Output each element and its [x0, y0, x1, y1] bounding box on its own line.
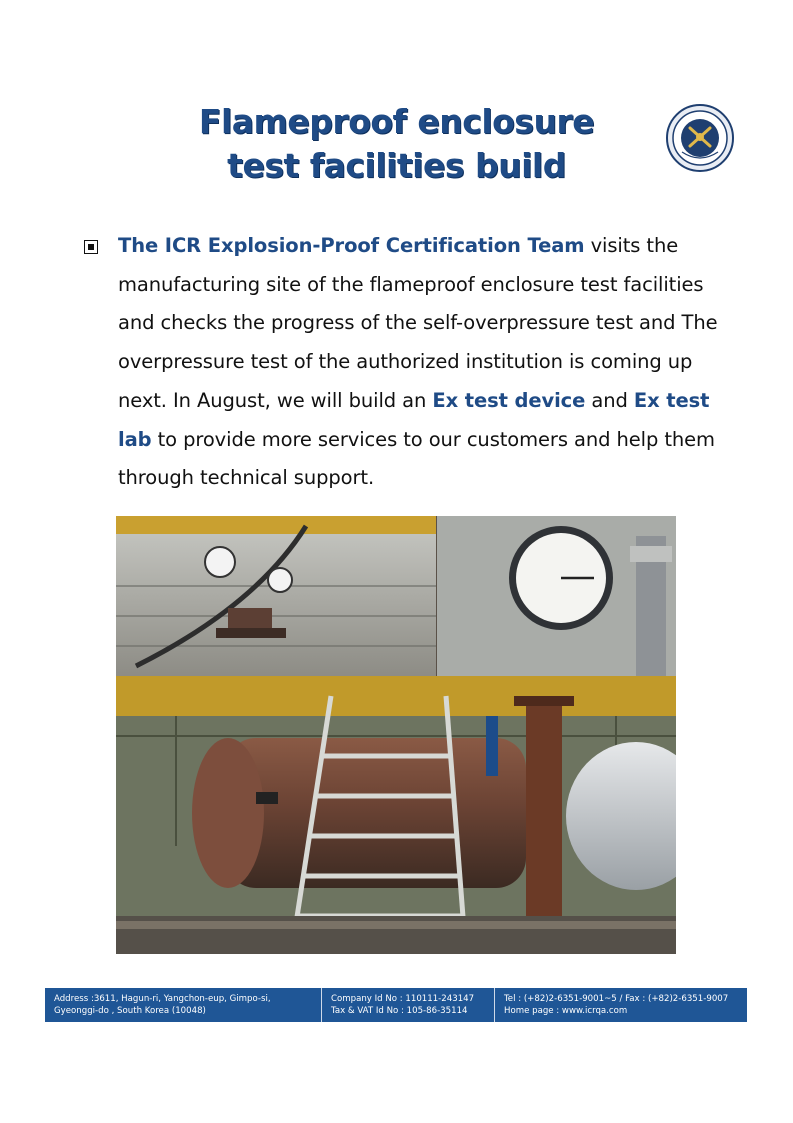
test-facility-photo — [116, 516, 676, 954]
homepage-link[interactable]: Home page : www.icrqa.com — [504, 1006, 628, 1016]
company-id: Company Id No : 110111-243147 — [331, 994, 475, 1004]
facility-photo-illustration — [116, 516, 676, 954]
paragraph-text-1: visits the manufacturing site of the flameproof enclosure test facilities and checks the progress of the self-overpressure test and The overpressure test of the authorized institution is coming up next. In August, we will build an — [118, 234, 718, 412]
footer-company-ids — [321, 988, 494, 1022]
team-name: The ICR Explosion-Proof Certification Team — [118, 234, 585, 257]
tax-id: Tax & VAT Id No : 105-86-35114 — [331, 1006, 468, 1016]
title-line-1: Flameproof enclosure — [198, 102, 595, 141]
address-line-2: Gyeonggi-do , South Korea (10048) — [54, 1006, 206, 1016]
paragraph-text-2: to provide more services to our customers and help them through technical support. — [118, 427, 715, 490]
paragraph-and: and — [585, 388, 634, 412]
address-line-1: Address :3611, Hagun-ri, Yangchon-eup, Gimpo-si, — [54, 994, 271, 1004]
ex-test-device: Ex test device — [432, 388, 586, 412]
tel-fax: Tel : (+82)2-6351-9001~5 / Fax : (+82)2-6351-9007 — [504, 994, 729, 1004]
body-paragraph — [118, 227, 718, 498]
bullet-square-icon — [84, 240, 98, 254]
page-title — [150, 100, 643, 188]
footer-address — [45, 988, 321, 1022]
title-line-2: test facilities build — [227, 146, 566, 185]
icr-logo — [666, 104, 734, 172]
icr-emblem-icon — [668, 106, 732, 170]
ex-test-lab: Ex test lab — [118, 388, 710, 451]
footer-contact — [494, 988, 747, 1022]
footer-bar — [45, 988, 747, 1022]
